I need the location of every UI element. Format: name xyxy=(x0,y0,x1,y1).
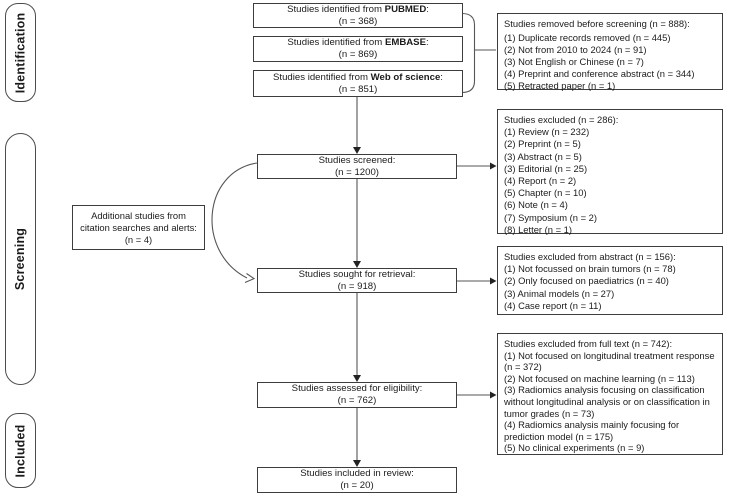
exclusion-item: (5) Chapter (n = 10) xyxy=(504,187,587,199)
stage-label-included-text: Included xyxy=(13,424,28,477)
exclusion-box-removed-before-screening xyxy=(497,13,723,90)
flow-box-sought-retrieval-title: Studies sought for retrieval: xyxy=(298,268,416,280)
exclusion-box-excluded-from-full-text xyxy=(497,333,723,455)
exclusion-item: (4) Report (n = 2) xyxy=(504,175,577,187)
source-box-pubmed-title: Studies identified from PUBMED: xyxy=(287,3,429,15)
exclusion-item: (2) Not focused on machine learning (n = 113) xyxy=(504,372,695,384)
exclusion-item: (3) Radiomics analysis focusing on classification without longitudinal analysis or on classification in tumor grades (n = 73) xyxy=(504,384,710,419)
exclusion-item: (3) Abstract (n = 5) xyxy=(504,150,582,162)
source-box-web-of-science xyxy=(253,70,463,97)
flow-box-assessed-eligibility-count: (n = 762) xyxy=(337,395,377,406)
exclusion-item: (3) Animal models (n = 27) xyxy=(504,287,615,299)
exclusion-item: (8) Letter (n = 1) xyxy=(504,223,572,235)
source-box-pubmed xyxy=(253,3,463,28)
exclusion-item: (4) Case report (n = 11) xyxy=(504,299,602,311)
exclusion-header: Studies removed before screening (n = 888): xyxy=(504,18,690,29)
stage-label-included xyxy=(5,413,36,488)
arrowheads xyxy=(353,147,497,467)
source-box-embase-count: (n = 869) xyxy=(338,49,378,60)
flow-box-screened-count: (n = 1200) xyxy=(334,166,379,178)
flow-box-included-review-title: Studies included in review: xyxy=(300,468,414,480)
exclusion-item: (3) Editorial (n = 25) xyxy=(504,162,588,174)
exclusion-item: (4) Preprint and conference abstract (n = 344) xyxy=(504,67,695,79)
exclusion-box-excluded-from-abstract xyxy=(497,246,723,315)
brace-sources xyxy=(462,14,475,93)
additional-studies-count: (n = 4) xyxy=(124,233,153,245)
source-box-embase xyxy=(253,36,463,62)
exclusion-header: Studies excluded from abstract (n = 156): xyxy=(504,251,676,262)
flow-box-assessed-eligibility xyxy=(257,382,457,408)
exclusion-item: (6) Note (n = 4) xyxy=(504,199,568,211)
flow-box-assessed-eligibility-title: Studies assessed for eligibility: xyxy=(291,383,423,395)
flow-box-screened xyxy=(257,154,457,179)
stage-label-identification xyxy=(5,3,36,102)
exclusion-item: (4) Radiomics analysis mainly focusing for prediction model (n = 175) xyxy=(504,419,680,442)
flow-box-included-review xyxy=(257,467,457,493)
source-box-web-of-science-count: (n = 851) xyxy=(338,83,378,95)
additional-studies-line1: Additional studies from xyxy=(91,209,186,221)
flow-box-included-review-count: (n = 20) xyxy=(340,480,374,491)
exclusion-item: (5) Retracted paper (n = 1) xyxy=(504,79,616,91)
additional-studies-box xyxy=(72,205,205,250)
exclusion-box-studies-excluded xyxy=(497,109,723,234)
exclusion-item: (2) Not from 2010 to 2024 (n = 91) xyxy=(504,43,647,55)
exclusion-item: (2) Preprint (n = 5) xyxy=(504,138,581,150)
stage-label-screening xyxy=(5,133,36,385)
exclusion-item: (2) Only focused on paediatrics (n = 40) xyxy=(504,275,669,287)
additional-studies-line2: citation searches and alerts: xyxy=(80,221,197,233)
exclusion-item: (1) Not focused on longitudinal treatment response (n = 372) xyxy=(504,349,715,373)
source-box-embase-title: Studies identified from EMBASE: xyxy=(287,37,429,49)
stage-label-identification-text: Identification xyxy=(13,12,28,93)
flow-box-sought-retrieval-count: (n = 918) xyxy=(337,280,377,292)
exclusion-item: (1) Duplicate records removed (n = 445) xyxy=(504,31,671,43)
exclusion-item: (3) Not English or Chinese (n = 7) xyxy=(504,55,644,67)
exclusion-item: (5) No clinical experiments (n = 9) xyxy=(504,442,645,454)
source-box-web-of-science-title: Studies identified from Web of science: xyxy=(273,71,443,83)
flow-box-sought-retrieval xyxy=(257,268,457,293)
exclusion-header: Studies excluded from full text (n = 742): xyxy=(504,338,673,349)
flow-box-screened-title: Studies screened: xyxy=(318,154,396,166)
stage-label-screening-text: Screening xyxy=(13,227,28,291)
exclusion-header: Studies excluded (n = 286): xyxy=(504,114,619,125)
exclusion-item: (1) Review (n = 232) xyxy=(504,126,590,138)
source-box-pubmed-count: (n = 368) xyxy=(338,15,378,27)
exclusion-item: (1) Not focussed on brain tumors (n = 78) xyxy=(504,263,676,275)
citation-arc xyxy=(212,163,257,278)
exclusion-item: (7) Symposium (n = 2) xyxy=(504,211,597,223)
